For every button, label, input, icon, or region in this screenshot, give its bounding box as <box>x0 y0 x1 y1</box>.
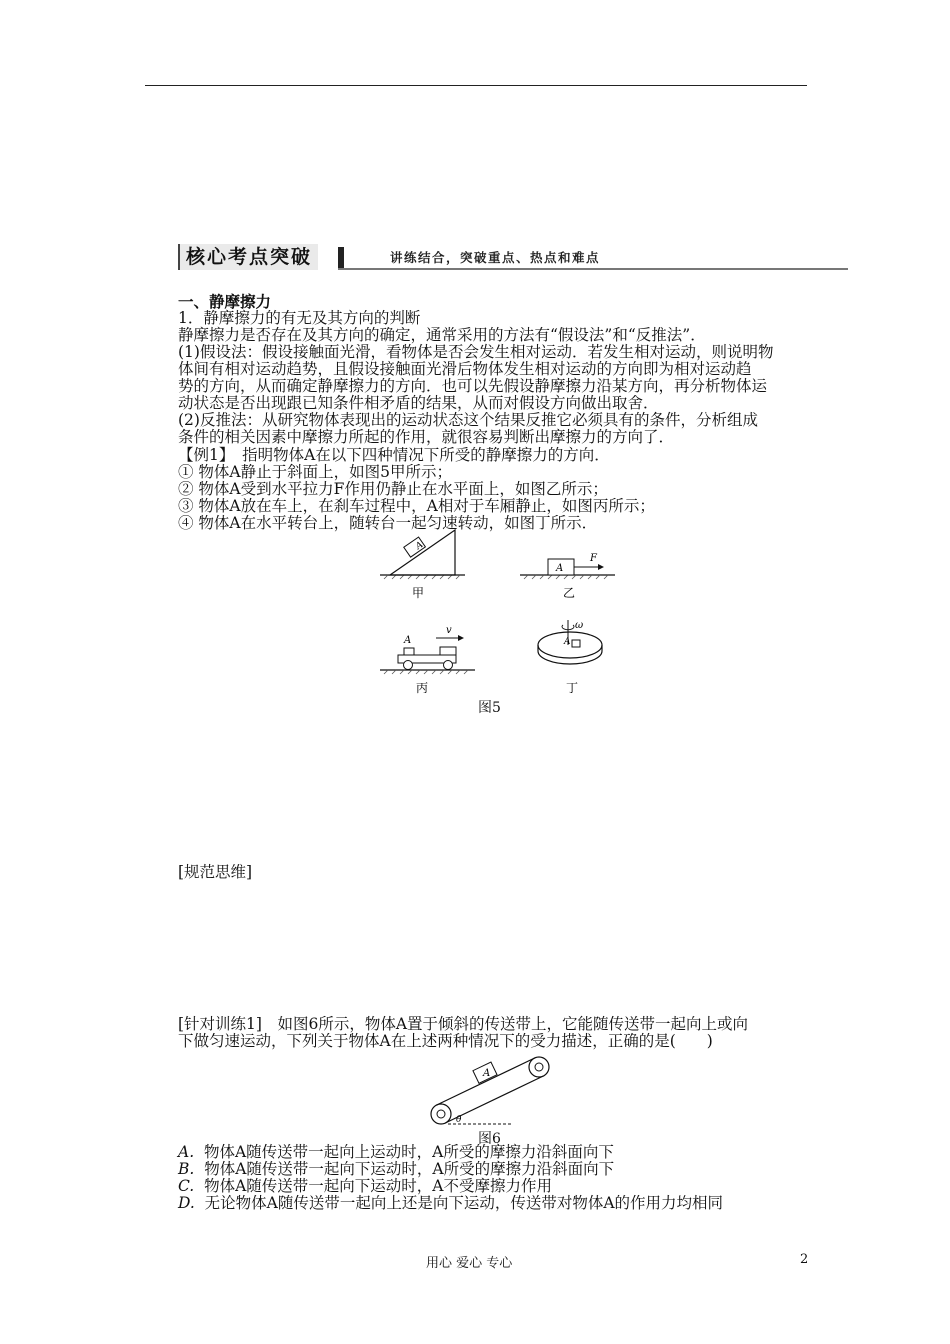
figure-5 <box>370 525 630 715</box>
option-b <box>178 1161 614 1178</box>
option-letter: A. <box>178 1143 195 1161</box>
figure-ding-turntable <box>538 620 602 695</box>
paragraph-line: 条件的相关因素中摩擦力所起的作用，就很容易判断出摩擦力的方向了． <box>178 428 675 446</box>
banner-title: 核心考点突破 <box>178 244 318 270</box>
paragraph-line: 体间有相对运动趋势，且假设接触面光滑后物体发生相对运动的方向即为相对运动趋 <box>178 360 752 378</box>
figure-6-conveyor <box>420 1050 570 1130</box>
label-a: A <box>404 635 412 646</box>
label-f: F <box>590 553 597 564</box>
label-v: v <box>446 625 452 636</box>
training-line: [针对训练1] 如图6所示，物体A置于倾斜的传送带上，它能随传送带一起向上或向 <box>178 1015 749 1033</box>
option-c <box>178 1178 552 1195</box>
option-letter: C. <box>178 1177 195 1195</box>
footer-motto: 用心 爱心 专心 <box>426 1256 513 1271</box>
page-number: 2 <box>800 1252 809 1267</box>
figure-5-caption: 图5 <box>478 700 501 716</box>
label-yi: 乙 <box>563 586 576 600</box>
figure-jia-incline <box>380 530 465 600</box>
label-bing: 丙 <box>416 681 429 695</box>
paragraph-line: (1)假设法：假设接触面光滑，看物体是否会发生相对运动．若发生相对运动，则说明物 <box>178 343 774 361</box>
option-d <box>178 1195 723 1212</box>
label-jia: 甲 <box>412 586 425 600</box>
example-item: ① 物体A静止于斜面上，如图5甲所示； <box>178 463 452 481</box>
figure-bing-cart <box>380 625 475 695</box>
paragraph-line: 静摩擦力是否存在及其方向的确定，通常采用的方法有“假设法”和“反推法”． <box>178 326 706 344</box>
option-text: 无论物体A随传送带一起向上还是向下运动，传送带对物体A的作用力均相同 <box>204 1194 724 1212</box>
example-item: ② 物体A受到水平拉力F作用仍静止在水平面上，如图乙所示； <box>178 480 608 498</box>
paragraph-line: 动状态是否出现跟已知条件相矛盾的结果，从而对假设方向做出取舍． <box>178 394 659 412</box>
label-a: A <box>483 1068 491 1079</box>
banner-divider-bar <box>338 247 344 269</box>
option-letter: B. <box>178 1160 195 1178</box>
option-text: 物体A随传送带一起向下运动时，A所受的摩擦力沿斜面向下 <box>204 1160 615 1178</box>
paragraph-line: 势的方向，从而确定静摩擦力的方向．也可以先假设静摩擦力沿某方向，再分析物体运 <box>178 377 768 395</box>
paragraph-line: (2)反推法：从研究物体表现出的运动状态这个结果反推它必须具有的条件，分析组成 <box>178 411 758 429</box>
banner-subtitle: 讲练结合，突破重点、热点和难点 <box>390 250 601 265</box>
label-a: A <box>414 540 426 552</box>
option-a <box>178 1144 614 1161</box>
norm-thinking-label: [规范思维] <box>178 863 253 881</box>
label-a: A <box>564 637 571 647</box>
example-title: 【例1】 指明物体A在以下四种情况下所受的静摩擦力的方向． <box>178 446 610 464</box>
option-letter: D. <box>178 1194 195 1212</box>
example-item: ③ 物体A放在车上，在刹车过程中，A相对于车厢静止，如图丙所示； <box>178 497 655 515</box>
label-ding: 丁 <box>566 681 579 695</box>
label-omega: ω <box>575 620 584 631</box>
example-item: ④ 物体A在水平转台上，随转台一起匀速转动，如图丁所示． <box>178 514 598 532</box>
section-heading: 一、静摩擦力 <box>178 292 272 311</box>
section-subheading: 1．静摩擦力的有无及其方向的判断 <box>178 309 421 327</box>
option-text: 物体A随传送带一起向下运动时，A不受摩擦力作用 <box>204 1177 552 1195</box>
header-rule <box>145 85 807 86</box>
training-line: 下做匀速运动，下列关于物体A在上述两种情况下的受力描述，正确的是( ) <box>178 1032 713 1050</box>
banner-underline <box>338 268 848 270</box>
figure-yi-pull <box>520 553 615 600</box>
label-a: A <box>556 563 564 574</box>
section-banner <box>178 244 848 270</box>
option-text: 物体A随传送带一起向上运动时，A所受的摩擦力沿斜面向下 <box>203 1143 614 1161</box>
figure-6-caption: 图6 <box>478 1131 501 1147</box>
label-theta: θ <box>456 1115 462 1125</box>
